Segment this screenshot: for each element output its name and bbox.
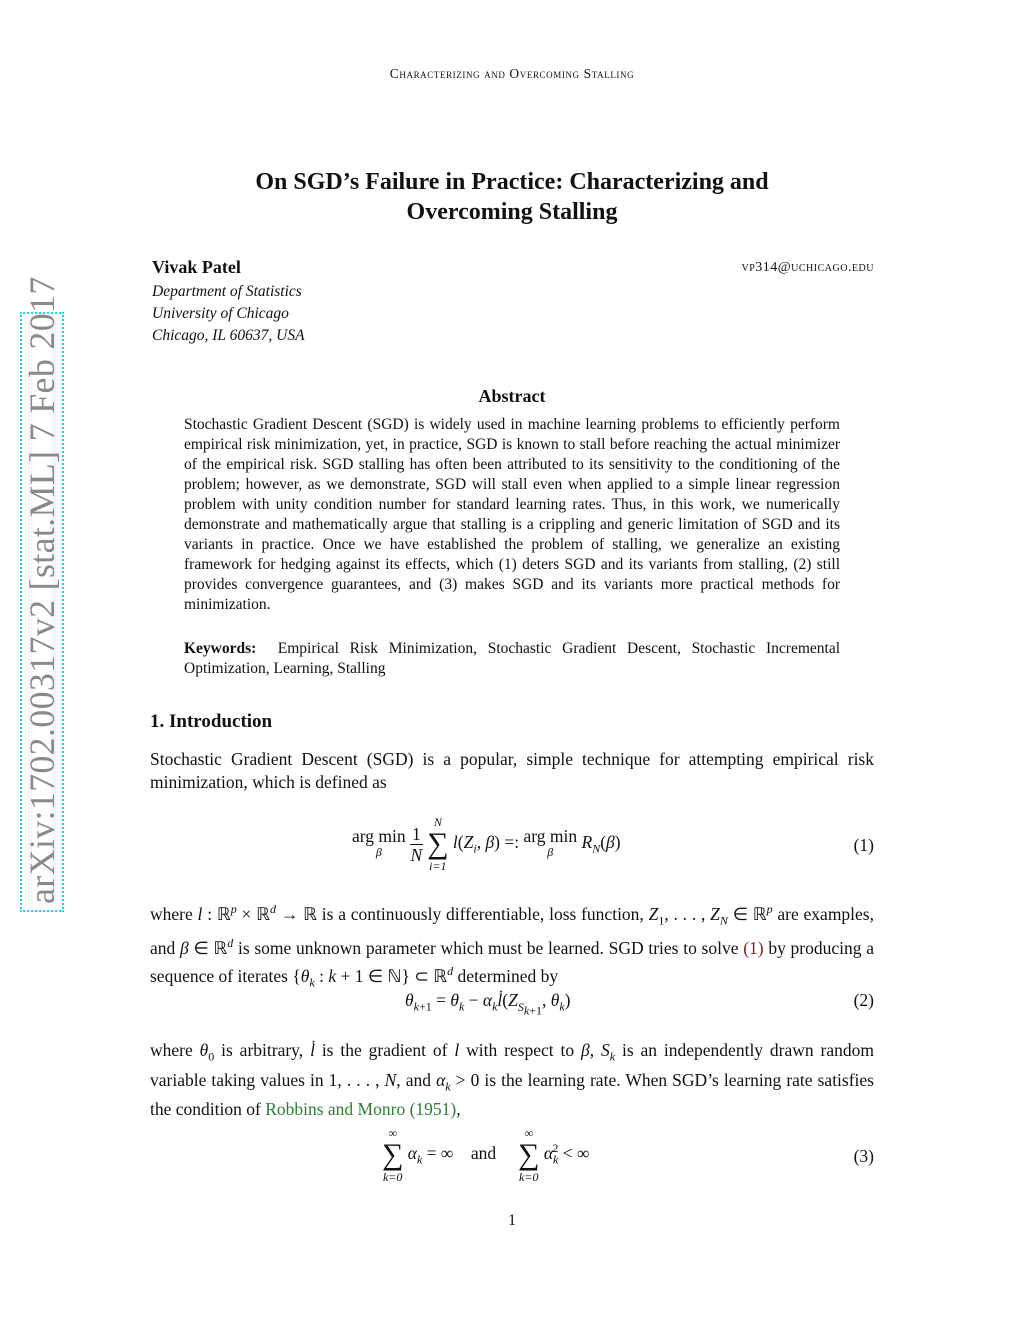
running-head: Characterizing and Overcoming Stalling [389,66,635,81]
intro-paragraph-2: where l : ℝ$^p$ × ℝ$^d$ → ℝ is a continuously differentiable, loss function, $Z_1$, . . . , $Z_N$ ∈ ℝ$^p$ are examples, and β ∈ ℝ$^d$ is some unknown parameter which must be learned. SGD tries to solve (1) by producing a sequence of iterates {$\theta_k$ : k + 1 ∈ ℕ} ⊂ ℝ$^d$ determined by [150,902,874,990]
affil-dept: Department of Statistics [152,283,302,300]
text-span: is some unknown parameter which must be learned. SGD tries to solve [233,938,744,959]
text-span: , and [396,1069,437,1090]
equation-2-body: $\theta_{k+1} = \theta_k$ − $\alpha_kl̇(Z_{S_{k+1}}$, $\theta_k$) [405,990,571,1017]
keywords [184,639,840,679]
abstract-heading: Abstract [478,386,546,406]
text-span: is a continuously differentiable, loss function, [316,903,649,924]
text-span: determined by [453,965,559,986]
paper-title [150,167,874,227]
keywords-label: Keywords: [184,640,257,657]
equation-2-number: (2) [853,990,874,1010]
equation-1 [150,815,874,877]
text-span: is the gradient of [314,1040,455,1060]
citation-link[interactable]: Robbins and Monro [265,1099,406,1119]
abstract-text: Stochastic Gradient Descent (SGD) is widely used in machine learning problems to efficiently perform empirical risk minimization, yet, in practice, SGD is known to stall before reaching the actual minimizer of the empirical risk. SGD stalling has often been attributed to its sensitivity to the conditioning of the problem; however, as we demonstrate, SGD will stall even when applied to a simple linear regression problem with unity condition number for standard learning rates. Thus, in this work, we numerically demonstrate and mathematically argue that stalling is a crippling and generic limitation of SGD and its variants in practice. Once we have established the problem of stalling, we generalize an existing framework for hedging against its effects, which (1) deters SGD and its variants from stalling, (2) still provides convergence guarantees, and (3) makes SGD and its variants more practical methods for minimization. [184,416,840,613]
text-span: is an independently drawn random variable taking values in 1, . . . , [150,1040,875,1090]
keywords-list: Empirical Risk Minimization, Stochastic Gradient Descent, Stochastic Incremental Optimization, Learning, Stalling [184,640,840,677]
equation-2 [150,990,874,1016]
section-heading: 1. Introduction [150,711,273,732]
arxiv-stamp: arXiv:1702.00317v2 [stat.ML] 7 Feb 2017 [20,312,64,912]
author-email: vp314@uchicago.edu [741,260,874,275]
text-span: where [150,903,198,924]
intro-paragraph-3: where $\theta_0$ is arbitrary, l̇ is the gradient of l with respect to β, $S_k$ is an independently drawn random variable taking values in 1, . . . , N, and $\alpha_k > 0$ is the learning rate. When SGD’s learning rate satisfies the condition of Robbins and Monro (1951), [150,1040,875,1119]
author-name: Vivak Patel [152,257,241,277]
equation-1-number: (1) [853,835,874,855]
text-span: , [456,1099,461,1119]
text-span: is arbitrary, [214,1040,311,1060]
author-affiliation [152,281,305,347]
text-span: is the learning rate. When SGD’s learning rate satisfies the condition of [150,1069,874,1119]
text-span: by producing a sequence of iterates [150,938,874,986]
equation-3-number: (3) [853,1146,874,1166]
equation-3 [150,1126,874,1188]
page-number: 1 [508,1212,516,1229]
equation-3-body: ∞ ∑ k=0 $\alpha_k$ = ∞ and ∞ ∑ k=0 $\alpha_k^2$ < ∞ [382,1126,590,1184]
citation-year-link[interactable]: (1951) [409,1099,457,1119]
text-span: , [589,1040,601,1060]
affil-univ: University of Chicago [152,305,289,322]
equation-3-and: and [470,1143,497,1164]
intro-paragraph-1: Stochastic Gradient Descent (SGD) is a popular, simple technique for attempting empirical risk minimization, which is defined as [150,749,874,792]
text-span: where [150,1040,200,1060]
affil-city: Chicago, IL 60637, USA [152,327,305,344]
equation-ref-link[interactable]: (1) [743,938,764,959]
equation-1-body: arg min β $\frac{1}{N}$ N ∑ i=1 $l(Z_i$, β) =: arg min β $R_N(\beta)$ [352,815,621,873]
text-span: are examples, and [150,903,874,959]
title-line-1: On SGD’s Failure in Practice: Characterizing and [255,169,769,195]
text-span: with respect to [459,1040,582,1060]
title-line-2: Overcoming Stalling [406,199,618,225]
